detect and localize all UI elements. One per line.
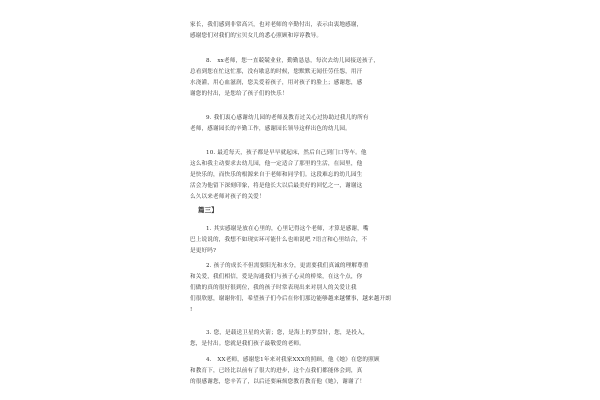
text-line: 4. XX老师，感谢您1年来对我家XXX的照顾，他《她》在您的照顾: [206, 357, 380, 363]
text-line: 9. 我们衷心感谢幼儿园的老师及教育过关心过协助过我儿的所有: [206, 115, 369, 121]
text-line: 的很感谢您，您辛苦了，以后还要麻烦您教育教育他《她》，谢谢了！: [190, 379, 366, 385]
text-line: 是更好吗?: [190, 248, 217, 254]
text-line: 8. xx老师，您一直兢兢业业，勤勤恳恳，每次去幼儿园接送孩子，: [206, 58, 380, 64]
text-line: 是快乐的，而快乐的根源来自于老师和同学们。这段难忘的幼儿园生: [190, 172, 363, 178]
text-line: 您，是付出。您就是我们孩子最敬爱的老师。: [190, 341, 305, 347]
text-line: 活会为他留下深刻印象，将是他长大以后最美好的回忆之一，谢谢这: [190, 183, 363, 189]
text-line: 巴上说说的，我想不如现实环可能什么也咱说吧 ?语言和心里结合，不: [190, 237, 368, 243]
text-line: 3. 您，是载送卫星的火箭；您，是海上的罗盘针，您，是投入，: [206, 330, 369, 336]
text-line: 老师，感谢园长的辛勤工作，感谢园长领导这样出色的幼儿园。: [190, 126, 351, 132]
text-line: 10. 最近每天，孩子都是早早就起床，然后自己到门口等车。他: [206, 150, 367, 156]
text-line: 总看到您在忙这忙那，没有歇息的时候，您默默无闻任劳任怨，用汗: [190, 69, 363, 75]
text-line: 谢您的付出，是您给了孩子们的快乐！: [190, 91, 288, 97]
text-line: 1. 其实感谢是放在心里的，心里记得这个老师，才算是感谢，嘴: [206, 226, 369, 232]
text-line: 么久以来老师对孩子的关爱！: [190, 194, 265, 200]
text-line: 们做的真的很好很到位，我的孩子时常表现出来对别人的关爱让我: [190, 285, 357, 291]
text-line: 家长，我们感到非常高兴，也对老师的辛勤付出，表示由衷地感谢，: [190, 22, 363, 28]
section-heading: 篇三】: [198, 206, 218, 214]
text-line: 和教育下，已经比以前有了很大的进步，这个点我们都能体会到，真: [190, 368, 363, 374]
text-line: 2. 孩子的成长不但需要阳光和水分，更需要我们真诚的理解尊重: [206, 263, 369, 269]
text-line: 水浇灌，用心血滋润，您关爱着孩子，用对孩子的脸上；感谢您，感: [190, 80, 363, 86]
text-line: 们很欣慰，谢谢你们，希望孩子们今后在你们那边能够越来越懂事，越来越开朗: [190, 296, 392, 302]
text-line: 感谢您们对我们的宝贝女儿的悉心照顾和谆谆教导。: [190, 33, 323, 39]
text-line: !: [190, 307, 193, 313]
text-line: 这么和我主动要求去幼儿园，他一定适合了那里的生活，在园里，他: [190, 161, 363, 167]
text-line: 和关爱，我们相信，爱是沟通我们与孩子心灵的桥梁，在这个点，你: [190, 274, 363, 280]
